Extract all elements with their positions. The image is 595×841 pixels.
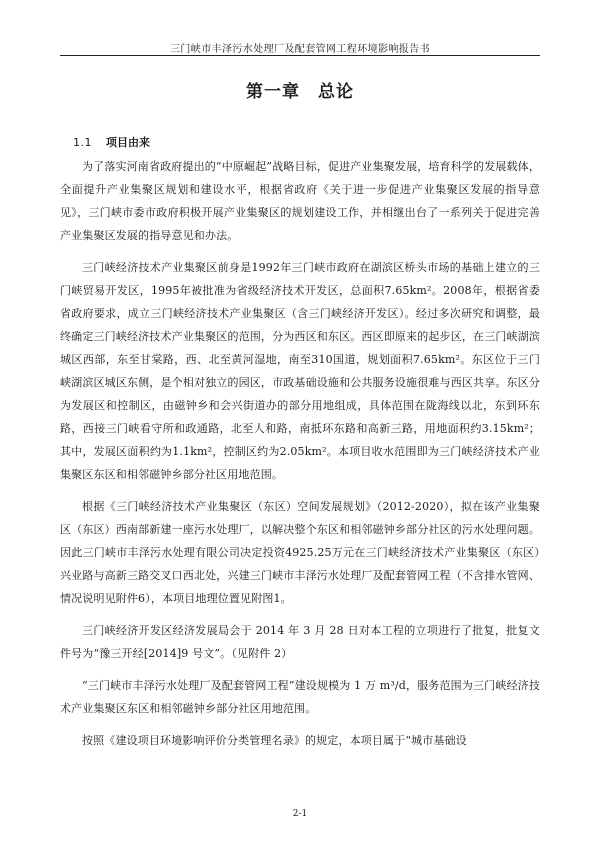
- document-body: [60, 155, 540, 761]
- paragraph: “三门峡市丰泽污水处理厂及配套管网工程”建设规模为 1 万 m³/d，服务范围为三门峡经济技术产业集聚区东区和相邻磁钟乡部分社区用地范围。: [60, 679, 540, 715]
- paragraph: 根据《三门峡经济技术产业集聚区（东区）空间发展规划》（2012-2020），拟在该产业集聚区（东区）西南部新建一座污水处理厂，以解决整个东区和相邻磁钟乡部分社区的污水处理问题。因此三门峡市丰泽污水处理有限公司决定投资4925.25万元在三门峡经济技术产业集聚区（东区）兴业路与高新三路交叉口西北处，兴建三门峡市丰泽污水处理厂及配套管网工程（不含排水管网、情况说明见附件6），本项目地理位置见附图1。: [60, 500, 540, 605]
- running-header: 三门峡市丰泽污水处理厂及配套管网工程环境影响报告书: [170, 44, 430, 55]
- section-title: 项目由来: [106, 136, 150, 149]
- paragraph: 三门峡经济开发区经济发展局会于 2014 年 3 月 28 日对本工程的立项进行了批复，批复文件号为“豫三开经[2014]9 号文”。（见附件 2）: [60, 624, 540, 660]
- page-number: 2-1: [292, 809, 308, 819]
- paragraph: 按照《建设项目环境影响评价分类管理名录》的规定，本项目属于“城市基础设: [82, 734, 467, 747]
- header-divider: [60, 55, 540, 56]
- section-heading: [73, 134, 150, 150]
- chapter-title: 第一章 总论: [246, 82, 354, 102]
- paragraph: 为了落实河南省政府提出的“中原崛起”战略目标，促进产业集聚发展，培育科学的发展载体，全面提升产业集聚区规划和建设水平，根据省政府《关于进一步促进产业集聚区发展的指导意见》，三门峡市委市政府积极开展产业集聚区的规划建设工作，并相继出台了一系列关于促进完善产业集聚区发展的指导意见和办法。: [60, 160, 540, 242]
- section-number: 1.1: [73, 136, 92, 149]
- paragraph: 三门峡经济技术产业集聚区前身是1992年三门峡市政府在湖滨区桥头市场的基础上建立的三门峡贸易开发区，1995年被批准为省级经济技术开发区，总面积7.65km²。2008年，根据省委省政府要求，成立三门峡经济技术产业集聚区（含三门峡经济开发区）。经过多次研究和调整，最终确定三门峡经济技术产业集聚区的范围，分为西区和东区。西区即原来的起步区，在三门峡湖滨城区西部，东至甘棠路，西、北至黄河湿地，南至310国道，规划面积7.65km²。东区位于三门峡湖滨区城区东侧，是个相对独立的园区，市政基础设施和公共服务设施很难与西区共享。东区分为发展区和控制区，由磁钟乡和会兴街道办的部分用地组成，具体范围在陇海线以北，东到环东路，西接三门峡看守所和政通路，北至人和路，南抵环东路和高新三路，用地面积约3.15km²；其中，发展区面积约为1.1km²，控制区约为2.05km²。本项目收水范围即为三门峡经济技术产业集聚区东区和相邻磁钟乡部分社区用地范围。: [60, 261, 540, 481]
